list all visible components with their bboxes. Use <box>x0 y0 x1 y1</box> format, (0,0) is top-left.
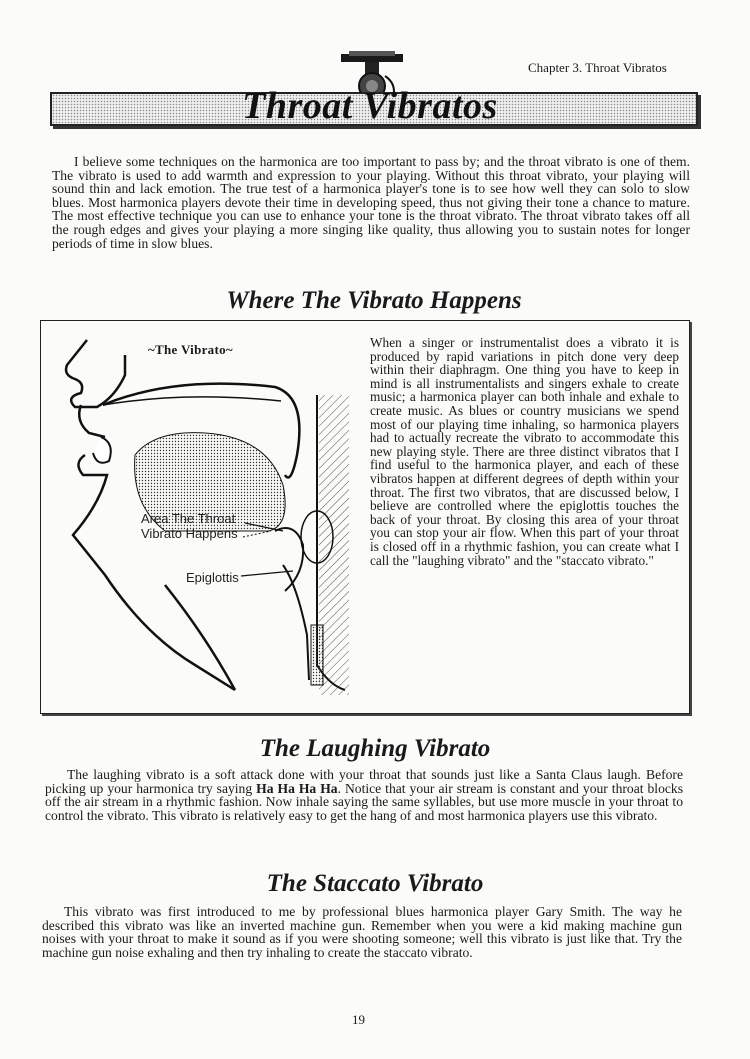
label-area-line1: Area The Throat <box>141 511 236 526</box>
figure-caption: ~The Vibrato~ <box>148 342 233 357</box>
chapter-header: Chapter 3. Throat Vibratos <box>528 60 667 75</box>
laughing-text-bold: Ha Ha Ha Ha <box>256 780 338 796</box>
laughing-text-after: . Notice that your air stream is constant and your throat blocks off the air stream in a rhythmic fashion. Now inhale saying the same syllables, but use more muscle in your throat to control the vibrato. This vibrato is relatively easy to get the hang of and most harmonica players use this vibrato. <box>45 780 683 823</box>
intro-text: I believe some techniques on the harmonica are too important to pass by; and the throat vibrato is one of them. The vibrato is used to add warmth and expression to your playing. Without this throat vibrato, your playing will sound thin and lack emotion. The true test of a harmonica player's tone is to see how well they can solo to slow blues. Most harmonica players devote their time in developing speed, thus not giving their tone a chance to mature. The most effective technique you can use to enhance your tone is the throat vibrato. The throat vibrato takes off all the rough edges and gives your playing a more singing like quality, thus allowing you to sustain notes for longer periods of time in slow blues. <box>52 154 690 251</box>
laughing-paragraph <box>45 768 683 822</box>
laughing-text-before: The laughing vibrato is a soft attack done with your throat that sounds just like a Santa Claus laugh. Before picking up your harmonica try saying <box>45 767 683 796</box>
staccato-paragraph <box>42 905 682 959</box>
section-title-staccato: The Staccato Vibrato <box>266 870 484 897</box>
section-title-laughing: The Laughing Vibrato <box>259 735 491 762</box>
staccato-text: This vibrato was first introduced to me by professional blues harmonica player Gary Smith. The way he described this vibrato was like an inverted machine gun. Remember when you were a kid making machine gun noises with your throat to make it sound as if you were shooting someone; well this vibrato is just like that. Try the machine gun noise exhaling and then try inhaling to create the staccato vibrato. <box>42 904 682 960</box>
section-title-where: Where The Vibrato Happens <box>226 287 522 314</box>
label-epiglottis: Epiglottis <box>186 570 239 585</box>
chapter-title: Throat Vibratos <box>242 85 498 127</box>
page-number: 19 <box>352 1012 365 1027</box>
intro-paragraph <box>52 155 690 250</box>
label-area-line2: Vibrato Happens <box>141 526 238 541</box>
figure-side-text: When a singer or instrumentalist does a vibrato it is produced by rapid variations in pitch done very deep within their diaphragm. One thing you have to keep in mind is all instrumentalists and singers exhale to create music; a harmonica player can both inhale and exhale to create music. As blues or country musicians we spend most of our playing time inhaling, so harmonica players had to actually recreate the vibrato to accommodate this new playing style. There are three distinct vibratos that I find useful to the harmonica player, and each of these vibratos happen at different degrees of depth within your throat. The first two vibratos, that are discussed below, I believe are controlled where the epiglottis touches the back of your throat. By closing this area of your throat you can stop your air flow. When this part of your throat is closed off in a rhythmic fashion, you can create what I call the "laughing vibrato" and the "staccato vibrato." <box>370 335 679 568</box>
